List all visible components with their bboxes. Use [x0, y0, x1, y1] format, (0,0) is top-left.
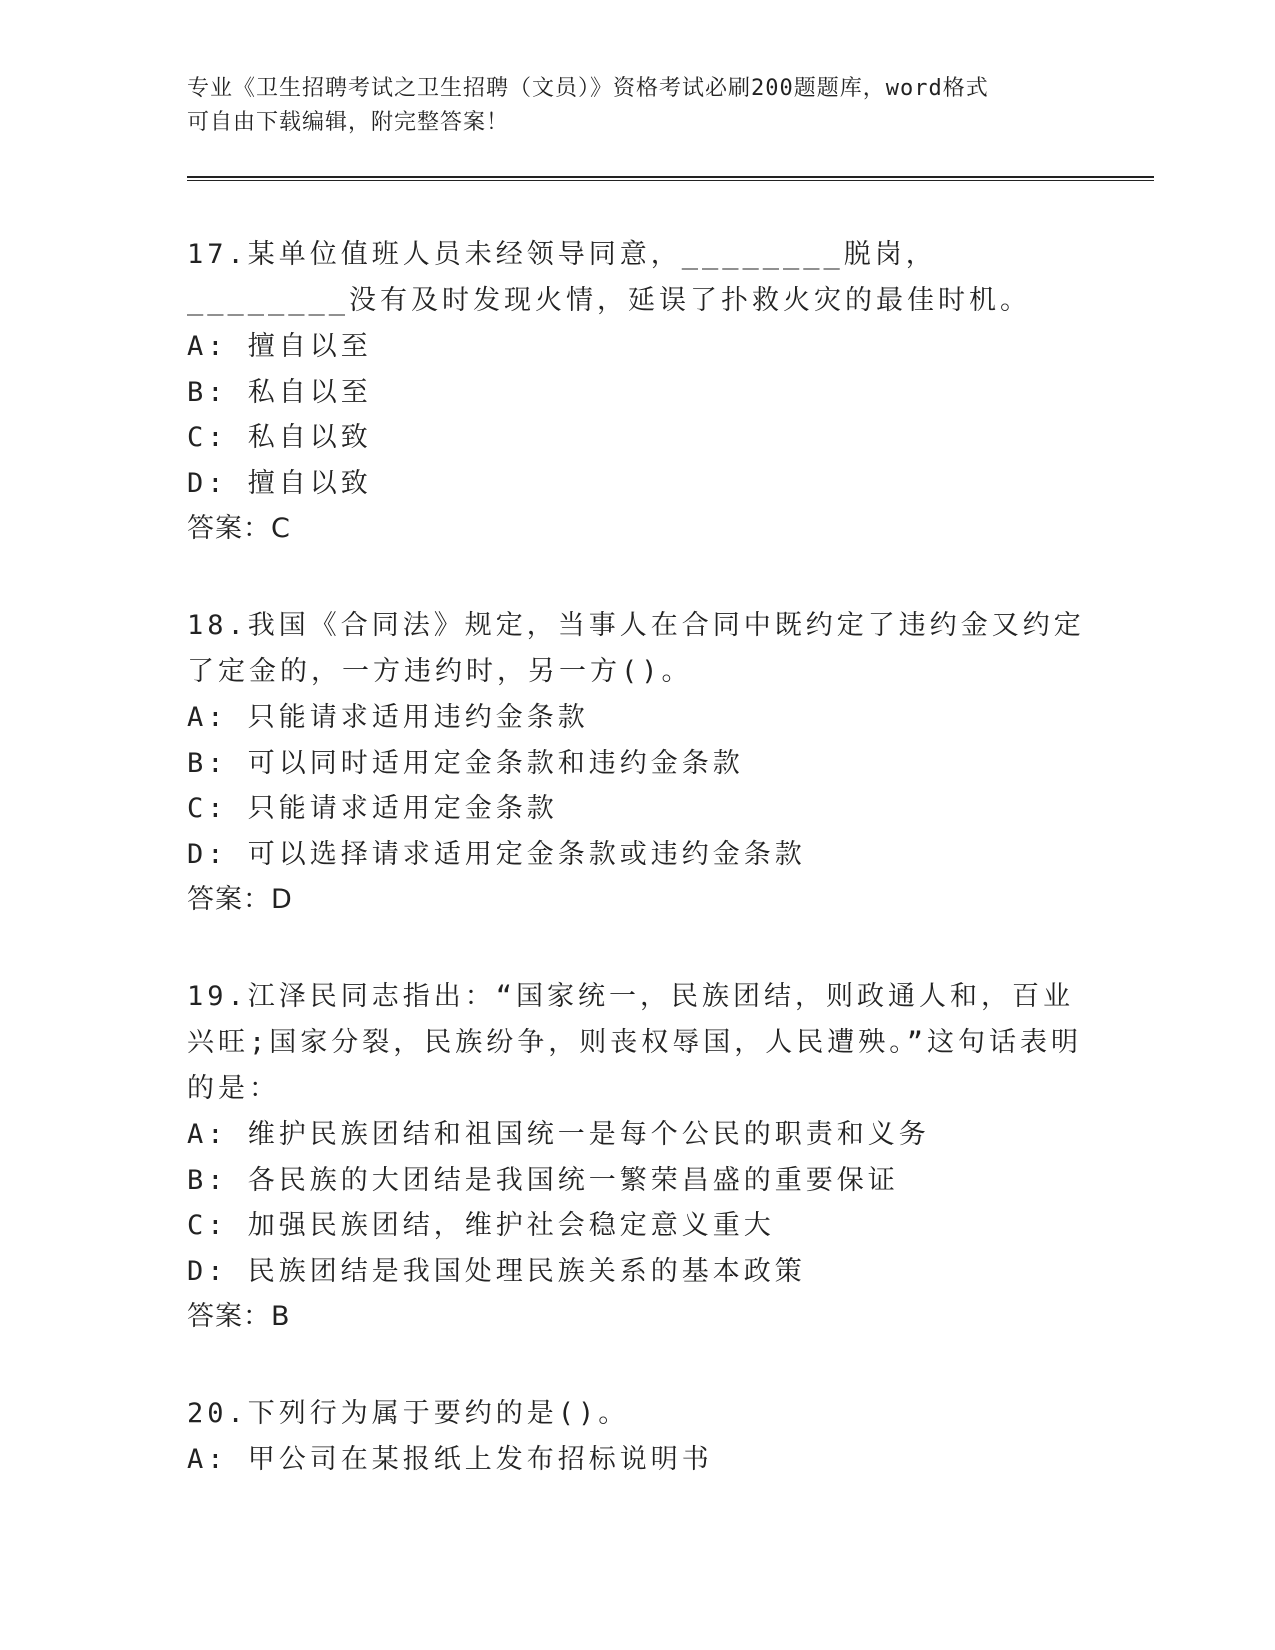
answer: 答案：D [187, 884, 293, 915]
question-list [187, 232, 1087, 1535]
question-19 [187, 974, 1087, 1339]
question-stem: 18.我国《合同法》规定，当事人在合同中既约定了违约金又约定了定金的，一方违约时，另一方()。 [187, 610, 1085, 687]
option-a: A: 擅自以至 [187, 331, 372, 362]
header-divider [187, 176, 1154, 181]
option-c: C: 私自以致 [187, 422, 372, 453]
option-a: A: 甲公司在某报纸上发布招标说明书 [187, 1444, 713, 1475]
document-header [187, 72, 1067, 140]
header-title-line-1: 专业《卫生招聘考试之卫生招聘（文员）》资格考试必刷200题题库，word格式 [187, 76, 989, 101]
option-d: D: 民族团结是我国处理民族关系的基本政策 [187, 1255, 806, 1287]
question-18 [187, 603, 1087, 922]
question-stem: 20.下列行为属于要约的是()。 [187, 1398, 630, 1429]
option-c: C: 加强民族团结，维护社会稳定意义重大 [187, 1210, 775, 1241]
question-stem: 19.江泽民同志指出：“国家统一，民族团结，则政通人和，百业兴旺;国家分裂，民族纷争，则丧权辱国，人民遭殃。”这句话表明的是： [187, 981, 1083, 1104]
answer: 答案：C [187, 513, 291, 544]
option-a: A: 只能请求适用违约金条款 [187, 702, 589, 733]
option-b: B: 私自以至 [187, 376, 372, 408]
header-title-line-2: 可自由下载编辑，附完整答案！ [187, 110, 510, 135]
answer: 答案：B [187, 1301, 291, 1332]
option-d: D: 擅自以致 [187, 467, 372, 499]
question-17 [187, 232, 1087, 551]
option-a: A: 维护民族团结和祖国统一是每个公民的职责和义务 [187, 1119, 930, 1150]
option-d: D: 可以选择请求适用定金条款或违约金条款 [187, 838, 806, 870]
option-b: B: 可以同时适用定金条款和违约金条款 [187, 747, 744, 779]
question-stem: 17.某单位值班人员未经领导同意，________脱岗，________没有及时发现火情，延误了扑救火灾的最佳时机。 [187, 239, 1032, 316]
question-20 [187, 1391, 1087, 1483]
option-b: B: 各民族的大团结是我国统一繁荣昌盛的重要保证 [187, 1164, 899, 1196]
option-c: C: 只能请求适用定金条款 [187, 793, 558, 824]
